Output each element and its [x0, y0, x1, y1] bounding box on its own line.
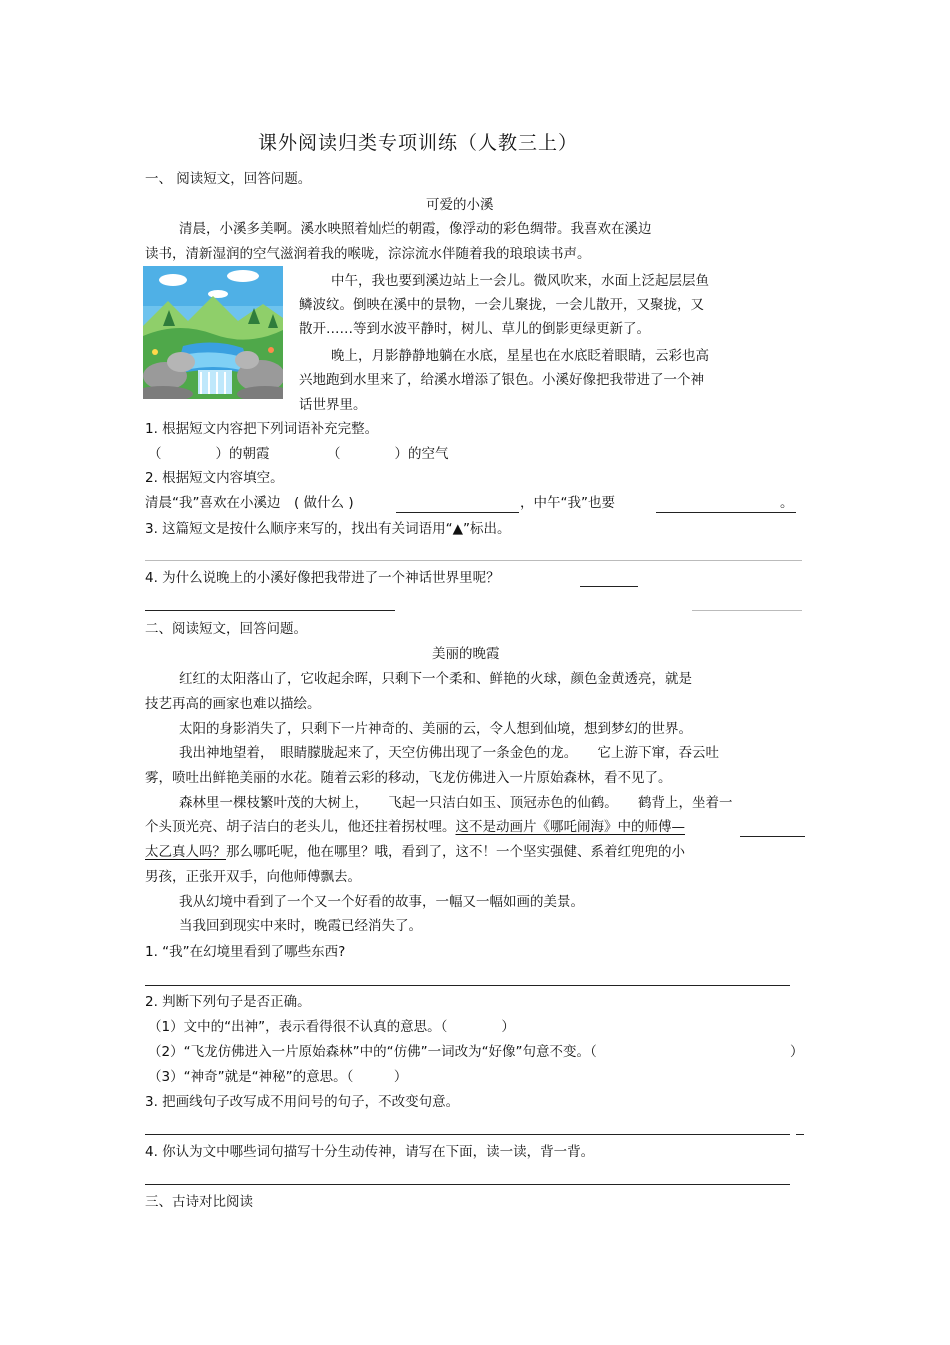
- passage-2-text: 技艺再高的画家也难以描绘。: [145, 696, 321, 712]
- passage-2-text: 我出神地望着， 眼睛朦胧起来了，天空仿佛出现了一条金色的龙。 它上游下窜，吞云吐: [179, 745, 719, 761]
- page-title: 课外阅读归类专项训练（人教三上）: [258, 132, 579, 154]
- answer-line[interactable]: [145, 610, 395, 611]
- section-2-heading: 二、阅读短文，回答问题。: [145, 621, 307, 637]
- fill-blank-2[interactable]: （ ）的空气: [327, 446, 449, 462]
- passage-1-text: 兴地跑到水里来了，给溪水增添了银色。小溪好像把我带进了一个神: [299, 372, 704, 388]
- section-1-heading: 一、 阅读短文，回答问题。: [145, 171, 312, 187]
- answer-line[interactable]: [396, 512, 519, 513]
- passage-1-text: 清晨，小溪多美啊。溪水映照着灿烂的朝霞，像浮动的彩色绸带。我喜欢在溪边: [179, 221, 652, 237]
- underlined-sentence: 这不是动画片《哪吒闹海》中的师傅—: [455, 819, 685, 835]
- answer-line[interactable]: [796, 1134, 804, 1135]
- underline-extension: [740, 836, 805, 837]
- answer-line[interactable]: [692, 610, 802, 611]
- passage-2-title: 美丽的晚霞: [432, 646, 500, 662]
- passage-1-text: 晚上，月影静静地躺在水底，星星也在水底眨着眼睛，云彩也高: [331, 348, 709, 364]
- passage-2-text: 红红的太阳落山了，它收起余晖，只剩下一个柔和、鲜艳的火球，颜色金黄透亮，就是: [179, 671, 692, 687]
- passage-1-text: 中午，我也要到溪边站上一会儿。微风吹来，水面上泛起层层鱼: [331, 273, 709, 289]
- question-1-2-text: ，中午“我”也要: [520, 495, 615, 511]
- passage-1-text: 话世界里。: [299, 397, 367, 413]
- question-1-2-text: 清晨“我”喜欢在小溪边 ( 做什么 ): [145, 495, 354, 511]
- question-2-2: 2. 判断下列句子是否正确。: [145, 994, 311, 1010]
- question-1-1: 1. 根据短文内容把下列词语补充完整。: [145, 421, 379, 437]
- underlined-sentence: 太乙真人吗？: [145, 844, 226, 860]
- passage-2-text: [145, 818, 685, 836]
- question-2-4: 4. 你认为文中哪些词句描写十分生动传神，请写在下面，读一读，背一背。: [145, 1144, 595, 1160]
- section-3-heading: 三、古诗对比阅读: [145, 1194, 253, 1210]
- question-2-3: 3. 把画线句子改写成不用问号的句子，不改变句意。: [145, 1094, 460, 1110]
- answer-line[interactable]: [656, 512, 796, 513]
- passage-1-text: 鳞波纹。倒映在溪中的景物，一会儿聚拢，一会儿散开，又聚拢，又: [299, 297, 704, 313]
- answer-line[interactable]: [145, 1134, 790, 1135]
- passage-2-text: 当我回到现实中来时，晚霞已经消失了。: [179, 918, 422, 934]
- judge-item-3[interactable]: （3）“神奇”就是“神秘”的意思。（ ）: [148, 1069, 408, 1085]
- answer-line[interactable]: [145, 560, 802, 561]
- passage-1-text: 读书，清新湿润的空气滋润着我的喉咙，淙淙流水伴随着我的琅琅读书声。: [145, 246, 591, 262]
- judge-item-2-close: ）: [790, 1044, 804, 1060]
- passage-2-text: [145, 843, 685, 861]
- passage-2-text: 我从幻境中看到了一个又一个好看的故事，一幅又一幅如画的美景。: [179, 894, 584, 910]
- passage-text: 个头顶光亮、胡子洁白的老头儿，他还拄着拐杖哩。: [145, 819, 456, 835]
- passage-2-text: 太阳的身影消失了，只剩下一片神奇的、美丽的云，令人想到仙境，想到梦幻的世界。: [179, 721, 692, 737]
- passage-text: 那么哪吒呢，他在哪里？哦，看到了，这不！一个坚实强健、系着红兜兜的小: [226, 844, 685, 860]
- passage-2-text: 雾，喷吐出鲜艳美丽的水花。随着云彩的移动，飞龙仿佛进入一片原始森林，看不见了。: [145, 770, 672, 786]
- question-1-4: 4. 为什么说晚上的小溪好像把我带进了一个神话世界里呢？: [145, 570, 500, 586]
- answer-line[interactable]: [145, 985, 790, 986]
- judge-item-2[interactable]: （2）“飞龙仿佛进入一片原始森林”中的“仿佛”一词改为“好像”句意不变。（: [148, 1044, 597, 1060]
- question-1-3: 3. 这篇短文是按什么顺序来写的，找出有关词语用“▲”标出。: [145, 521, 511, 537]
- judge-item-1[interactable]: （1）文中的“出神”，表示看得很不认真的意思。（ ）: [148, 1019, 515, 1035]
- passage-2-text: 森林里一棵枝繁叶茂的大树上， 飞起一只洁白如玉、顶冠赤色的仙鹤。 鹤背上，坐着一: [179, 795, 733, 811]
- question-2-1: 1. “我”在幻境里看到了哪些东西?: [145, 944, 346, 960]
- answer-line[interactable]: [145, 1184, 790, 1185]
- passage-1-title: 可爱的小溪: [426, 197, 494, 213]
- fill-blank-1[interactable]: （ ）的朝霞: [148, 446, 270, 462]
- question-1-2-text: 。: [780, 495, 794, 511]
- question-1-2: 2. 根据短文内容填空。: [145, 470, 284, 486]
- passage-1-text: 散开……等到水波平静时，树儿、草儿的倒影更绿更新了。: [299, 321, 650, 337]
- answer-line[interactable]: [580, 586, 638, 587]
- passage-2-text: 男孩，正张开双手，向他师傅飘去。: [145, 869, 361, 885]
- stream-landscape-illustration: [143, 266, 283, 399]
